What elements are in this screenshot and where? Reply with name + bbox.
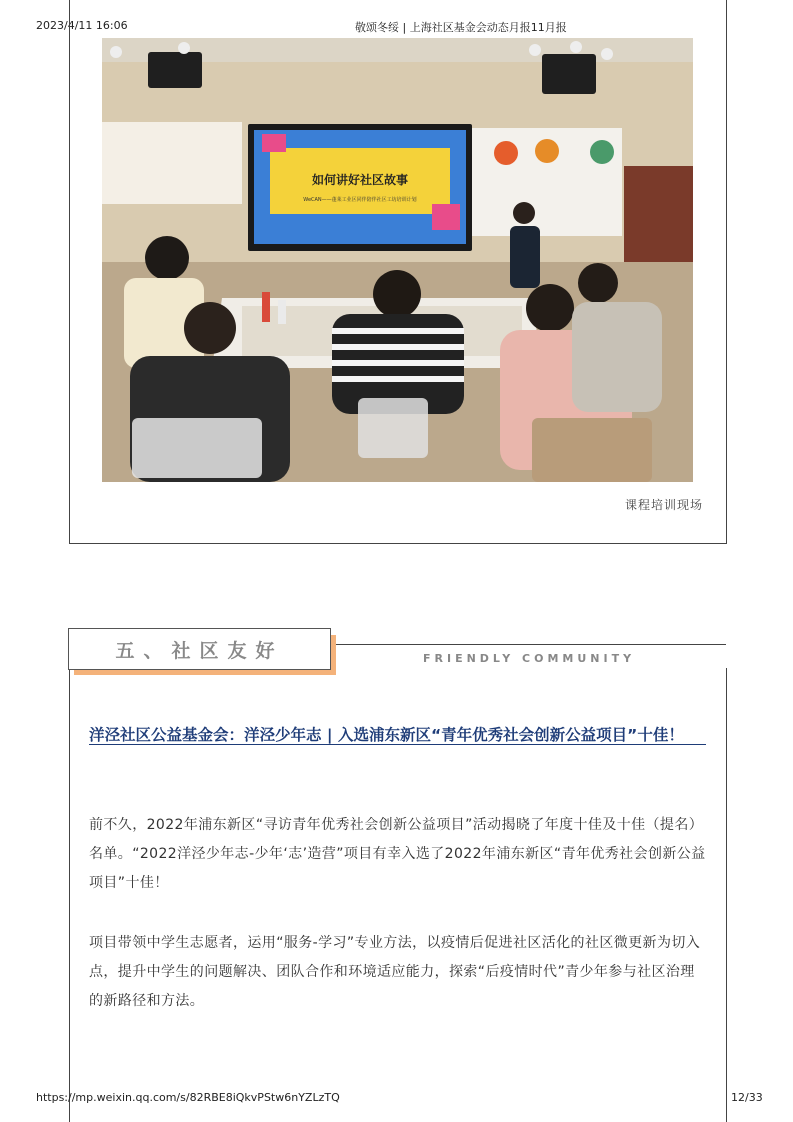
page-number: 12/33 [731, 1091, 763, 1104]
print-datetime: 2023/4/11 16:06 [36, 19, 128, 32]
article-headline[interactable]: 洋泾社区公益基金会：洋泾少年志 | 入选浦东新区“青年优秀社会创新公益项目”十佳！ [89, 726, 684, 744]
section-title-box [68, 628, 331, 670]
training-photo [102, 38, 693, 482]
article-paragraph-2: 项目带领中学生志愿者，运用“服务-学习”专业方法，以疫情后促进社区活化的社区微更新为切入点，提升中学生的问题解决、团队合作和环境适应能力，探索“后疫情时代”青少年参与社区治理的新路径和方法。 [89, 935, 701, 1009]
section-title: 五、社区友好 [115, 639, 284, 662]
headline-underline [89, 744, 706, 745]
photo-caption: 课程培训现场 [625, 498, 704, 512]
section-subtitle: FRIENDLY COMMUNITY [423, 652, 636, 665]
section-rule [329, 644, 726, 645]
article-paragraph-1: 前不久，2022年浦东新区“寻访青年优秀社会创新公益项目”活动揭晓了年度十佳及十佳（提名）名单。“2022洋泾少年志-少年‘志’造营”项目有幸入选了2022年浦东新区“青年优秀社会创新公益项目”十佳！ [89, 817, 706, 891]
print-page-title: 敬颂冬绥 | 上海社区基金会动态月报11月报 [355, 21, 567, 34]
screen-title: 如何讲好社区故事 [311, 173, 409, 187]
screen-subtitle: WeCAN——蓬莱工业区同伴陪伴社区工坊培训计划 [303, 197, 417, 203]
page-url[interactable]: https://mp.weixin.qq.com/s/82RBE8iQkvPStw6nYZLzTQ [36, 1091, 340, 1104]
